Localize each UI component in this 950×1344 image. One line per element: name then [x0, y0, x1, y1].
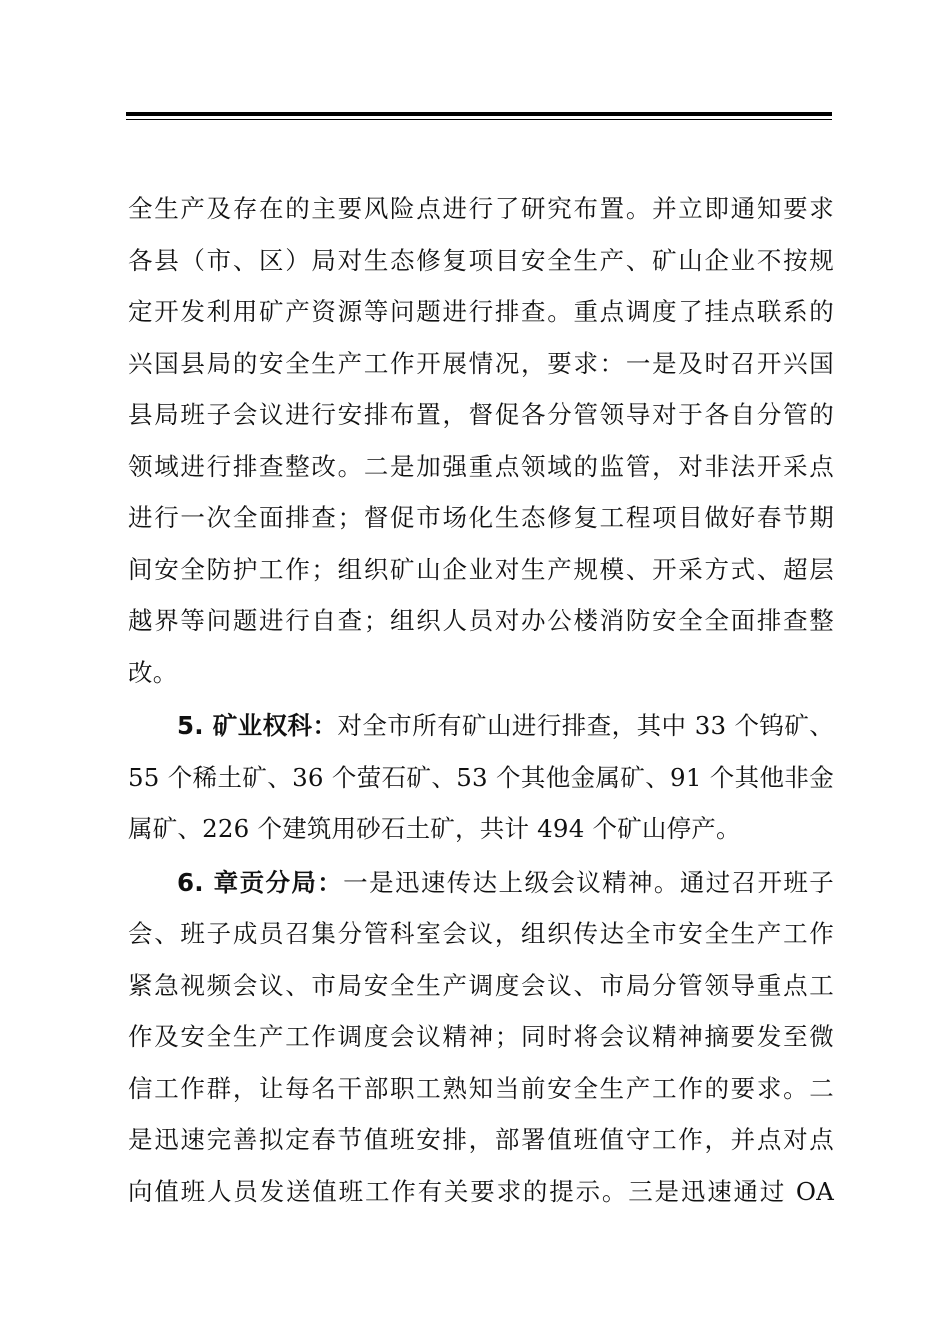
- section-heading: 5. 矿业权科：: [177, 711, 338, 740]
- text-line: 各县（市、区）局对生态修复项目安全生产、矿山企业不按规: [128, 245, 834, 275]
- header-rule-thin: [126, 119, 832, 120]
- text-span: 对全市所有矿山进行排查，其中 33 个钨矿、: [337, 711, 834, 740]
- text-line: 进行一次全面排查；督促市场化生态修复工程项目做好春节期: [128, 503, 834, 532]
- text-line: 全生产及存在的主要风险点进行了研究布置。并立即通知要求: [128, 194, 834, 223]
- text-line: 作及安全生产工作调度会议精神；同时将会议精神摘要发至微: [128, 1022, 834, 1051]
- text-line: 县局班子会议进行安排布置，督促各分管领导对于各自分管的: [128, 400, 834, 429]
- text-line: 定开发利用矿产资源等问题进行排查。重点调度了挂点联系的: [128, 297, 834, 326]
- text-line: 兴国县局的安全生产工作开展情况，要求：一是及时召开兴国: [128, 348, 834, 378]
- text-line: [128, 700, 834, 752]
- text-line: 紧急视频会议、市局安全生产调度会议、市局分管领导重点工: [128, 970, 834, 1000]
- text-line: [128, 857, 834, 909]
- text-line: 间安全防护工作；组织矿山企业对生产规模、开采方式、超层: [128, 554, 834, 584]
- paragraph-2: [128, 700, 834, 855]
- text-line: 领域进行排查整改。二是加强重点领域的监管，对非法开采点: [128, 451, 834, 481]
- text-line: 55 个稀土矿、36 个萤石矿、53 个其他金属矿、91 个其他非金: [128, 762, 834, 792]
- text-line: 是迅速完善拟定春节值班安排，部署值班值守工作，并点对点: [128, 1125, 834, 1154]
- paragraph-1: [128, 183, 834, 698]
- text-line: 向值班人员发送值班工作有关要求的提示。三是迅速通过 OA: [128, 1176, 834, 1206]
- text-line: 改。: [128, 657, 178, 687]
- body-text: [128, 183, 834, 1217]
- text-span: 一是迅速传达上级会议精神。通过召开班子: [343, 867, 834, 897]
- paragraph-3: [128, 857, 834, 1218]
- section-heading: 6. 章贡分局：: [177, 867, 344, 897]
- text-line: 信工作群，让每名干部职工熟知当前安全生产工作的要求。二: [128, 1073, 834, 1103]
- text-line: 越界等问题进行自查；组织人员对办公楼消防安全全面排查整: [128, 606, 834, 635]
- text-line: 属矿、226 个建筑用砂石土矿，共计 494 个矿山停产。: [128, 814, 741, 843]
- text-line: 会、班子成员召集分管科室会议，组织传达全市安全生产工作: [128, 919, 834, 948]
- header-rule-thick: [126, 112, 832, 116]
